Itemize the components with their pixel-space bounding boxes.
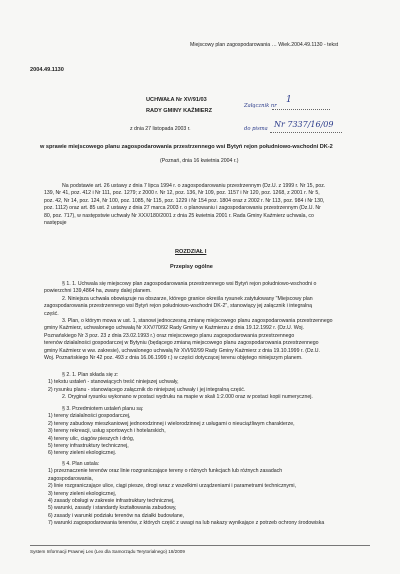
par1-line: gminy Kaźmierz w ww. zakresie), uchwalonego uchwałą Nr XVI/92/99 Rady Gminy Kaźmierz z dnia 19.10.1999 r. (Dz.U.	[44, 347, 320, 354]
par4-head: § 4. Plan ustala:	[62, 461, 100, 467]
par1-line: powierzchni 139,4864 ha, zwany dalej planem.	[44, 288, 152, 295]
stamp-line-1	[272, 109, 330, 110]
par1-line: Poznańskiego Nr 3 poz. 23 z dnia 23.02.1993 r.) oraz miejscowego planu zagospodarowania przestrzennego	[44, 332, 295, 339]
par1-line: gminy Kaźmierz, uchwalonego uchwałą Nr XXV/70/92 Rady Gminy w Kaźmierzu z dnia 19.12.1992 r. (Dz.U. Woj.	[44, 325, 304, 332]
date-line: z dnia 27 listopada 2003 r.	[130, 126, 191, 132]
footer-divider	[30, 545, 370, 546]
publication-note: (Poznań, dnia 16 kwietnia 2004 r.)	[160, 158, 239, 164]
preamble-line: 80, poz. 717), w następstwie uchwały Nr XXX/180/2001 z dnia 25 kwietnia 2001 r. Rada Gminy Kaźmierz uchwala, co	[44, 212, 314, 219]
par3-head: § 3. Przedmiotem ustaleń planu są:	[62, 406, 144, 412]
paragraph-4	[44, 461, 324, 528]
footer-text: System Informacji Prawnej Lex (Lex dla Samorządu Terytorialnego) 18/2009	[30, 549, 185, 554]
stamp-label-1: Załącznik nr	[244, 103, 277, 109]
par4-item: 4) zasady obsługi w zakresie infrastruktury technicznej,	[48, 498, 175, 505]
par1-line: § 1. 1. Uchwala się miejscowy plan zagospodarowania przestrzennego wsi Bytyń rejon południowo-wschodni o	[62, 281, 317, 287]
par4-item: 3) tereny zieleni ekologicznej,	[48, 490, 117, 497]
par2-item: 2) rysunku planu - stanowiącego załącznik do niniejszej uchwały i jej integralną część.	[48, 386, 246, 393]
paragraph-1	[44, 281, 332, 362]
par4-item: 7) warunki zagospodarowania terenów, z których część z uwagi na lub nakazy wynikające z potrzeb ochrony środowiska	[48, 520, 325, 527]
par3-item: 4) tereny ulic, ciągów pieszych i dróg,	[48, 435, 135, 442]
chapter-heading: ROZDZIAŁ I	[175, 249, 207, 255]
stamp-line-2	[270, 132, 342, 133]
chapter-title: Przepisy ogólne	[170, 264, 213, 270]
paragraph-3	[44, 406, 295, 458]
preamble-line: następuje	[44, 220, 67, 227]
par3-item: 3) tereny rekreacji, usług sportowych i hotelarskich,	[48, 428, 166, 435]
preamble-line: Na podstawie art. 26 ustawy z dnia 7 lipca 1994 r. o zagospodarowaniu przestrzennym (Dz.U. z 1999 r. Nr 15, poz.	[62, 183, 326, 189]
title-line-2: RADY GMINY KAŹMIERZ	[146, 108, 212, 114]
par1-line: część.	[44, 310, 59, 317]
par1-line: 3. Plan, o którym mowa w ust. 1, stanowi jednoczesną zmianę miejscowego planu zagospodarowania przestrzennego	[62, 318, 333, 325]
par4-item: 2) linie rozgraniczające ulice, ciągi piesze, drogi wraz z wszelkimi urządzeniami i parametrami technicznymi,	[48, 483, 296, 490]
stamp-value-1: 1	[286, 95, 292, 105]
stamp-value-2: Nr 7337/16/09	[274, 120, 334, 129]
par2-head: § 2. 1. Plan składa się z:	[62, 372, 119, 378]
subject: w sprawie miejscowego planu zagospodarowania przestrzennego wsi Bytyń rejon południowo-wschodni DK-2	[40, 144, 333, 150]
par3-item: 5) tereny infrastruktury technicznej,	[48, 443, 129, 450]
preamble	[44, 183, 325, 227]
par4-item: 6) zasady i warunki podziału terenów na działki budowlane,	[48, 512, 185, 519]
header-right: Miejscowy plan zagospodarowania … Wiek.2004.49.1130 - tekst	[190, 42, 339, 48]
title-line-1: UCHWAŁA Nr XV/91/03	[146, 97, 207, 103]
preamble-line: poz. 1112) oraz art. 85 ust. 2 ustawy z dnia 27 marca 2003 r. o planowaniu i zagospodarowaniu przestrzennym (Dz.U. Nr	[44, 205, 321, 212]
par1-line: zagospodarowania przestrzennego wsi Bytyń rejon południowo-wschodni DK-2", stanowiący jej załącznik i integralną	[44, 303, 312, 310]
par1-line: terenów działalności gospodarczej w Bytyniu (będącego zmianą miejscowego planu zagospodarowania przestrzennego	[44, 340, 319, 347]
par4-item: 5) warunki, zasady i standardy kształtowania zabudowy,	[48, 505, 177, 512]
preamble-line: poz. 42, Nr 14, poz. 124, Nr 100, poz. 1085, Nr 115, poz. 1229 i Nr 154 poz. 1804 oraz z 2002 r. Nr 113, poz. 984 i Nr 130,	[44, 197, 325, 204]
preamble-line: 139, Nr 41, poz. 412 i Nr 111, poz. 1279; z 2000 r. Nr 12, poz. 136, Nr 109, poz. 1157 i Nr 120, poz. 1268, z 2001 r. Nr 5,	[44, 190, 320, 197]
par1-line: Woj. Poznańskiego Nr 42 poz. 493 z dnia 16.06.1999 r.) w części dotyczącej terenu objętego niniejszym planem.	[44, 355, 303, 362]
par4-item: 1) przeznaczenie terenów oraz linie rozgraniczające tereny o różnych funkcjach lub różnych zasadach	[48, 468, 283, 475]
par1-line: 2. Niniejsza uchwała obowiązuje na obszarze, którego granice określa rysunek zatytułowany "Miejscowy plan	[62, 295, 313, 302]
stamp-label-2: do pisma	[244, 126, 268, 132]
par3-item: 2) tereny zabudowy mieszkaniowej jednorodzinnej i wielorodzinnej z usługami o nieuciążliwym charakterze,	[48, 420, 295, 427]
par3-item: 6) tereny zieleni ekologicznej.	[48, 450, 117, 457]
par2-item: 2. Oryginał rysunku wykonano w postaci wydruku na mapie w skali 1:2.000 oraz w postaci kopii numerycznej.	[62, 394, 313, 401]
par2-item: 1) tekstu ustaleń - stanowiących treść niniejszej uchwały,	[48, 379, 179, 386]
par4-item: zagospodarowania,	[48, 475, 93, 482]
doc-number: 2004.49.1130	[30, 67, 64, 73]
par3-item: 1) tereny działalności gospodarczej,	[48, 413, 131, 420]
paragraph-2	[44, 372, 313, 402]
